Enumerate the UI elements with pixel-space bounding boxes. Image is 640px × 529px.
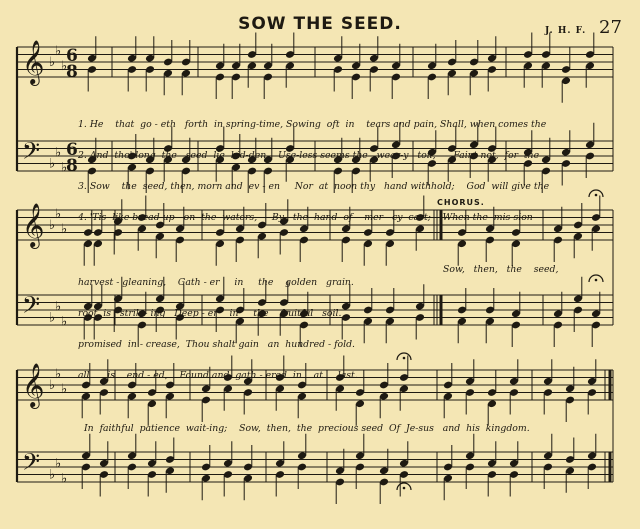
treble-clef-icon: 𝄞 (22, 203, 45, 247)
flat-icon: ♭ (61, 471, 68, 487)
flat-icon: ♭ (61, 160, 68, 176)
treble-clef-icon: 𝄞 (22, 40, 45, 84)
treble-clef-icon: 𝄞 (22, 363, 45, 407)
lyric-verse-4: 4. 'Tis like bread up - on the waters, By the hand of mer - cy cast; When the mis-sion (78, 212, 533, 224)
flat-icon: ♭ (49, 378, 56, 393)
fermata-dot (595, 194, 598, 197)
time-signature-bottom: 8 (66, 156, 78, 176)
flat-icon: ♭ (55, 299, 62, 315)
flat-icon: ♭ (55, 43, 62, 59)
flat-icon: ♭ (55, 366, 62, 382)
fermata-dot (595, 279, 598, 282)
time-signature-bottom: 8 (66, 62, 78, 82)
flat-icon: ♭ (55, 456, 62, 472)
lyric-line-1: harvest - gleaning, Gath - er in the golden grain. (78, 276, 354, 288)
composer-initials: J. H. F. (545, 26, 587, 36)
time-signature-top: 6 (66, 46, 78, 66)
flat-icon: ♭ (61, 58, 68, 74)
lyrics-system-1 (78, 99, 549, 234)
chorus-lyric: Sow, then, the seed, (443, 264, 559, 275)
page-number: 27 (599, 17, 622, 38)
flat-icon: ♭ (61, 381, 68, 397)
bass-clef-icon: 𝄢 (22, 448, 41, 481)
bass-clef-icon: 𝄢 (22, 291, 41, 324)
lyrics-system-2 (78, 257, 358, 392)
bass-clef-icon: 𝄢 (22, 137, 41, 170)
fermata-dot (403, 357, 406, 360)
flat-icon: ♭ (49, 156, 56, 172)
lyrics-system-3: In faithful patience wait-ing; Sow, then, the precious seed Of Je-sus and his kingdom. (84, 423, 530, 434)
lyric-line-2: root is strik - ing Deep - er in the fruitful soil. (78, 308, 342, 320)
flat-icon: ♭ (49, 55, 56, 70)
lyric-verse-3: 3. Sow the seed, then, morn and ev - en Nor at noon thy hand withhold; God will give the (78, 181, 550, 193)
flat-icon: ♭ (49, 218, 56, 233)
flat-icon: ♭ (49, 310, 56, 326)
lyric-verse-1: 1. He that go - eth forth in spring-time, Sowing oft in tears and pain, Shall, when comes the (78, 118, 547, 130)
fermata-dot (403, 487, 406, 490)
flat-icon: ♭ (55, 206, 62, 222)
flat-icon: ♭ (61, 314, 68, 330)
lyric-line-4: all is end - ed, Found and gath - ered in at last. (78, 370, 358, 382)
chorus-label: CHORUS. (437, 198, 485, 207)
time-signature-top: 6 (66, 140, 78, 160)
flat-icon: ♭ (55, 145, 62, 161)
flat-icon: ♭ (49, 467, 56, 483)
song-title: SOW THE SEED. (238, 14, 402, 34)
lyric-verse-2: 2. And tho' long the seed lie hid-den, Use-less seems the wear-y toil, Faint not, for the (78, 150, 540, 162)
flat-icon: ♭ (61, 221, 68, 237)
lyric-line-3: promised in - crease, Thou shalt gain an hundred - fold. (78, 339, 356, 351)
